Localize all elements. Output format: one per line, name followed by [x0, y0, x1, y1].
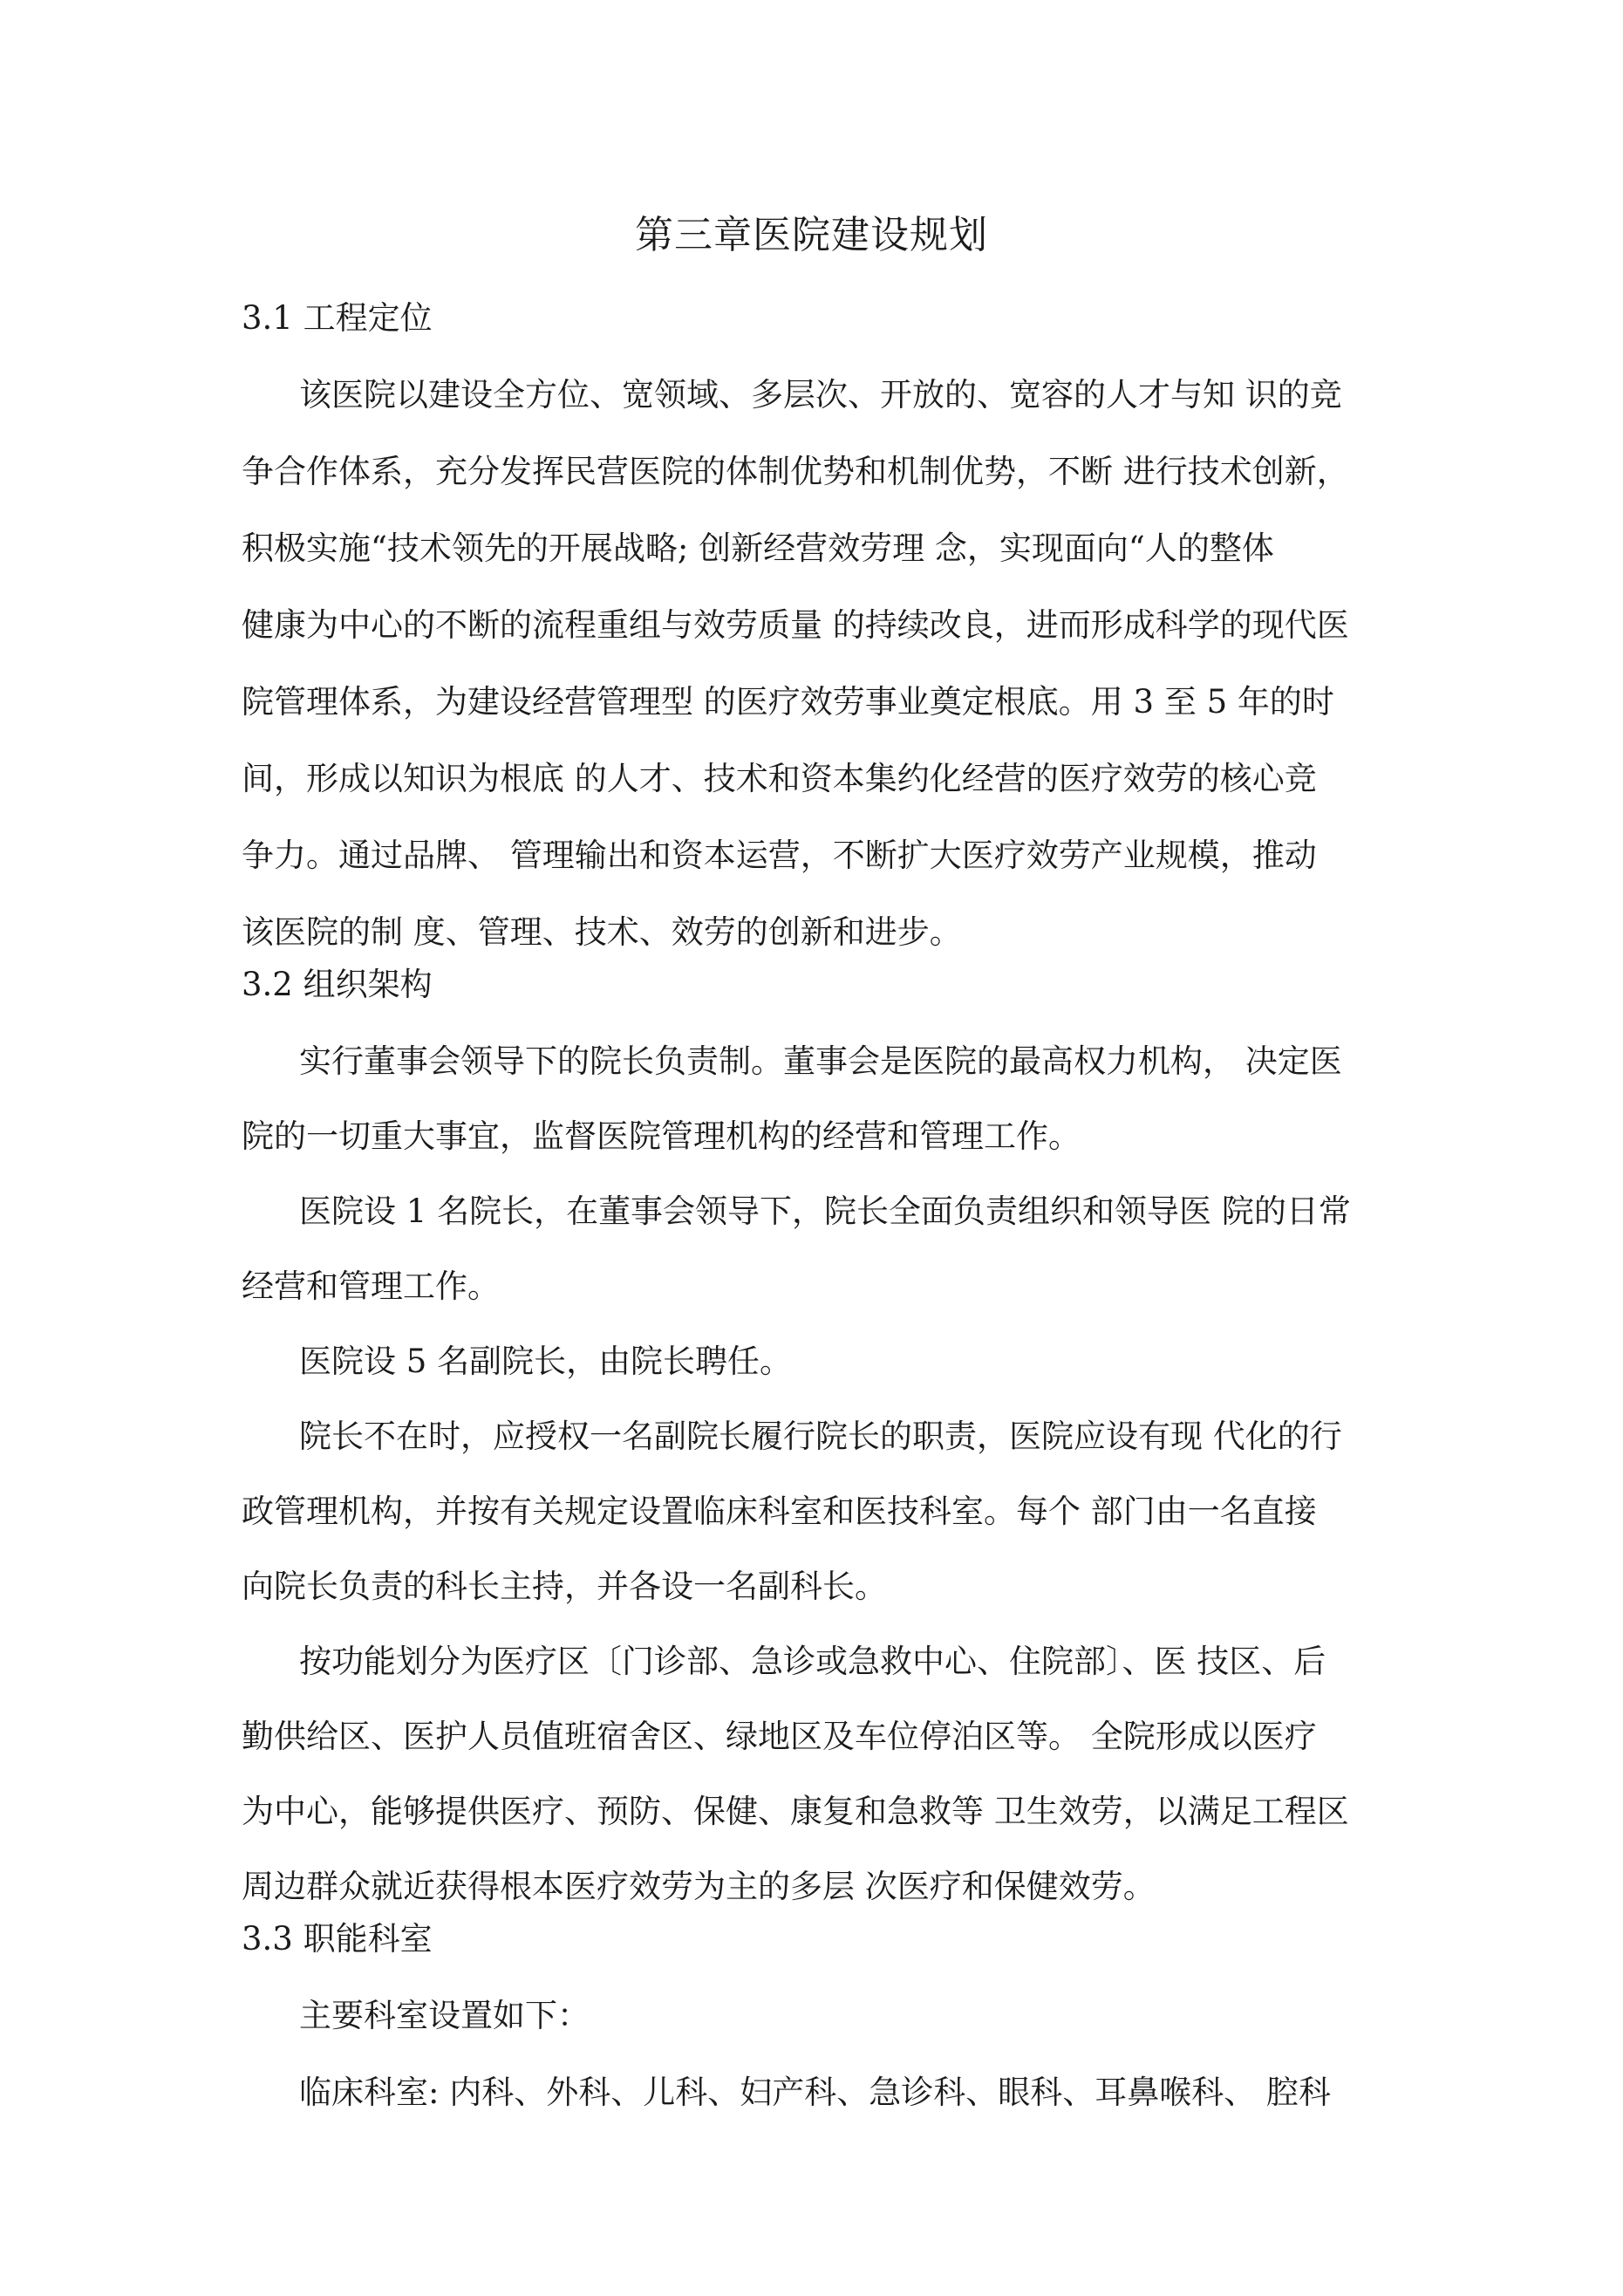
paragraph-line: 院的一切重大事宜，监督医院管理机构的经营和管理工作。 — [242, 1117, 1081, 1155]
paragraph-line: 该医院的制 度、管理、技术、效劳的创新和进步。 — [242, 913, 962, 951]
paragraph-line: 健康为中心的不断的流程重组与效劳质量 的持续改良，进而形成科学的现代医 — [242, 606, 1349, 644]
paragraph-line: 经营和管理工作。 — [242, 1268, 500, 1305]
section-heading: 3.3 职能科室 — [242, 1920, 433, 1958]
paragraph-line: 争合作体系，充分发挥民营医院的体制优势和机制优势，不断 进行技术创新， — [242, 453, 1349, 490]
paragraph-line: 医院设 1 名院长，在董事会领导下，院长全面负责组织和领导医 院的日常 — [299, 1192, 1351, 1230]
paragraph-line: 为中心，能够提供医疗、预防、保健、康复和急救等 卫生效劳，以满足工程区 — [242, 1793, 1349, 1830]
page-title: 第三章医院建设规划 — [635, 213, 988, 257]
paragraph-line: 间，形成以知识为根底 的人才、技术和资本集约化经营的医疗效劳的核心竞 — [242, 760, 1317, 797]
paragraph-line: 院管理体系，为建设经营管理型 的医疗效劳事业奠定根底。用 3 至 5 年的时 — [242, 683, 1334, 721]
paragraph-line: 医院设 5 名副院长，由院长聘任。 — [299, 1343, 793, 1380]
paragraph-line: 临床科室: 内科、外科、儿科、妇产科、急诊科、眼科、耳鼻喉科、 腔科 — [299, 2074, 1331, 2111]
paragraph-line: 院长不在时，应授权一名副院长履行院长的职责，医院应设有现 代化的行 — [299, 1418, 1342, 1455]
section-heading: 3.2 组织架构 — [242, 966, 433, 1003]
paragraph-line: 按功能划分为医疗区〔门诊部、急诊或急救中心、住院部〕、医 技区、后 — [299, 1643, 1326, 1680]
paragraph-line: 周边群众就近获得根本医疗效劳为主的多层 次医疗和保健效劳。 — [242, 1868, 1156, 1905]
paragraph-line: 积极实施“技术领先的开展战略; 创新经营效劳理 念，实现面向“人的整体 — [242, 530, 1274, 567]
paragraph-line: 勤供给区、医护人员值班宿舍区、绿地区及车位停泊区等。 全院形成以医疗 — [242, 1718, 1317, 1755]
paragraph-line: 主要科室设置如下： — [299, 1997, 590, 2034]
paragraph-line: 该医院以建设全方位、宽领域、多层次、开放的、宽容的人才与知 识的竞 — [299, 376, 1342, 413]
paragraph-line: 向院长负责的科长主持，并各设一名副科长。 — [242, 1568, 887, 1605]
paragraph-line: 政管理机构，并按有关规定设置临床科室和医技科室。每个 部门由一名直接 — [242, 1493, 1317, 1530]
section-heading: 3.1 工程定位 — [242, 299, 433, 337]
paragraph-line: 争力。通过品牌、 管理输出和资本运营，不断扩大医疗效劳产业规模，推动 — [242, 837, 1317, 874]
paragraph-line: 实行董事会领导下的院长负责制。董事会是医院的最高权力机构， 决定医 — [299, 1042, 1342, 1080]
